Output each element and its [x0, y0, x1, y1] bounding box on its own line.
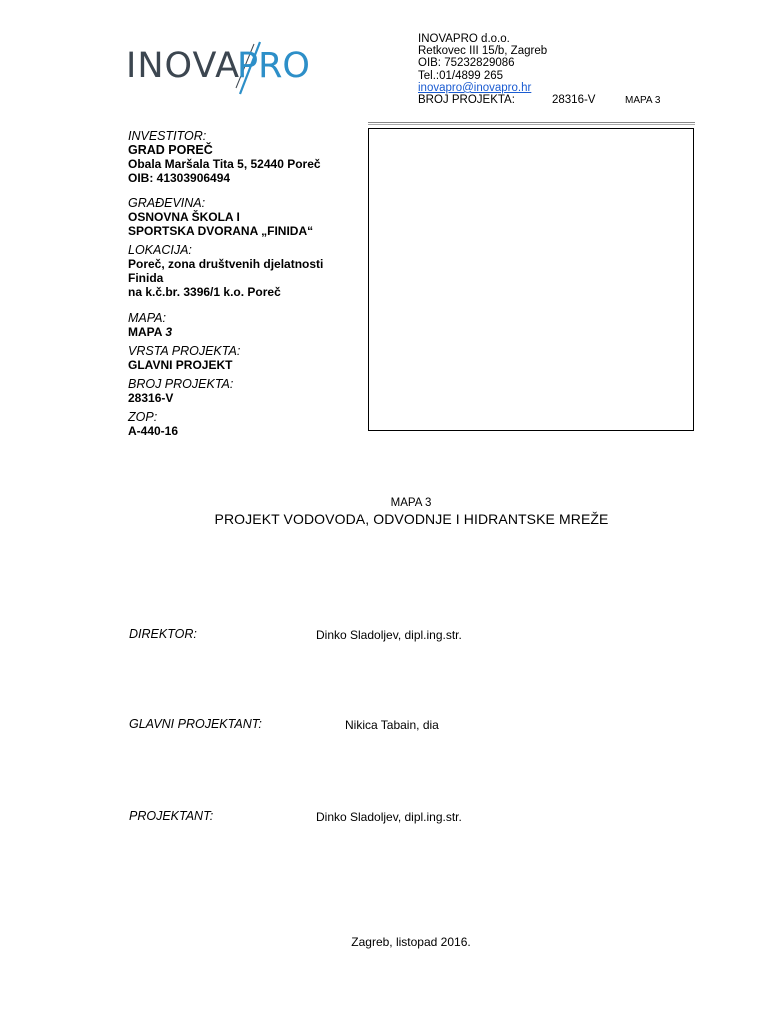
investitor-name: GRAD POREČ — [128, 143, 213, 157]
company-info — [418, 33, 660, 107]
gradevina-line2: SPORTSKA DVORANA „FINIDA“ — [128, 224, 314, 238]
gradevina-label: GRAĐEVINA: — [128, 196, 206, 210]
lokacija-line3: na k.č.br. 3396/1 k.o. Poreč — [128, 285, 281, 299]
glavni-projektant-label: GLAVNI PROJEKTANT: — [129, 717, 262, 731]
lokacija-group — [128, 244, 323, 299]
logo-text-pro: PRO — [237, 46, 310, 86]
company-email-link[interactable]: inovapro@inovapro.hr — [418, 81, 532, 94]
investitor-oib: OIB: 41303906494 — [128, 171, 231, 185]
company-address: Retkovec III 15/b, Zagreb — [418, 45, 548, 58]
zop-value: A-440-16 — [128, 424, 179, 438]
zop-label: ZOP: — [128, 410, 158, 424]
mapa-value — [128, 325, 323, 339]
projektant-label: PROJEKTANT: — [129, 809, 214, 823]
vrsta-group — [128, 345, 323, 372]
mapa-value-number: 3 — [165, 325, 173, 339]
mapa-value-text: MAPA — [128, 325, 162, 339]
place-date: Zagreb, listopad 2016. — [351, 935, 471, 949]
mapa-label: MAPA: — [128, 311, 166, 325]
investitor-group — [128, 130, 323, 185]
direktor-label: DIREKTOR: — [129, 627, 197, 641]
project-number-label: BROJ PROJEKTA: — [418, 94, 515, 107]
project-number-value: 28316-V — [552, 94, 596, 107]
lokacija-line1: Poreč, zona društvenih djelatnosti — [128, 257, 324, 271]
lokacija-line2: Finida — [128, 271, 164, 285]
broj-value: 28316-V — [128, 391, 174, 405]
vrsta-value: GLAVNI PROJEKT — [128, 358, 233, 372]
gradevina-group — [128, 197, 323, 238]
lokacija-label: LOKACIJA: — [128, 243, 192, 257]
investitor-label: INVESTITOR: — [128, 129, 207, 143]
logo-text-inova: INOVA — [126, 46, 241, 86]
investitor-address: Obala Maršala Tita 5, 52440 Poreč — [128, 157, 321, 171]
zop-group — [128, 411, 323, 438]
project-number-row — [418, 94, 660, 107]
header-mapa: MAPA 3 — [625, 95, 661, 107]
projektant-name: Dinko Sladoljev, dipl.ing.str. — [316, 810, 462, 824]
vrsta-label: VRSTA PROJEKTA: — [128, 344, 241, 358]
company-oib: OIB: 75232829086 — [418, 57, 515, 70]
broj-group — [128, 378, 323, 405]
document-mapa: MAPA 3 — [390, 497, 432, 509]
project-info — [128, 130, 323, 438]
glavni-projektant-name: Nikica Tabain, dia — [345, 718, 439, 732]
image-frame — [368, 128, 694, 431]
gradevina-line1: OSNOVNA ŠKOLA I — [128, 210, 240, 224]
mapa-group — [128, 312, 323, 339]
company-name: INOVAPRO d.o.o. — [418, 33, 510, 45]
broj-label: BROJ PROJEKTA: — [128, 377, 234, 391]
header-divider — [368, 122, 695, 125]
document-title: PROJEKT VODOVODA, ODVODNJE I HIDRANTSKE MREŽE — [214, 511, 609, 527]
company-tel: Tel.:01/4899 265 — [418, 69, 504, 82]
direktor-name: Dinko Sladoljev, dipl.ing.str. — [316, 628, 462, 642]
company-logo — [124, 38, 324, 100]
